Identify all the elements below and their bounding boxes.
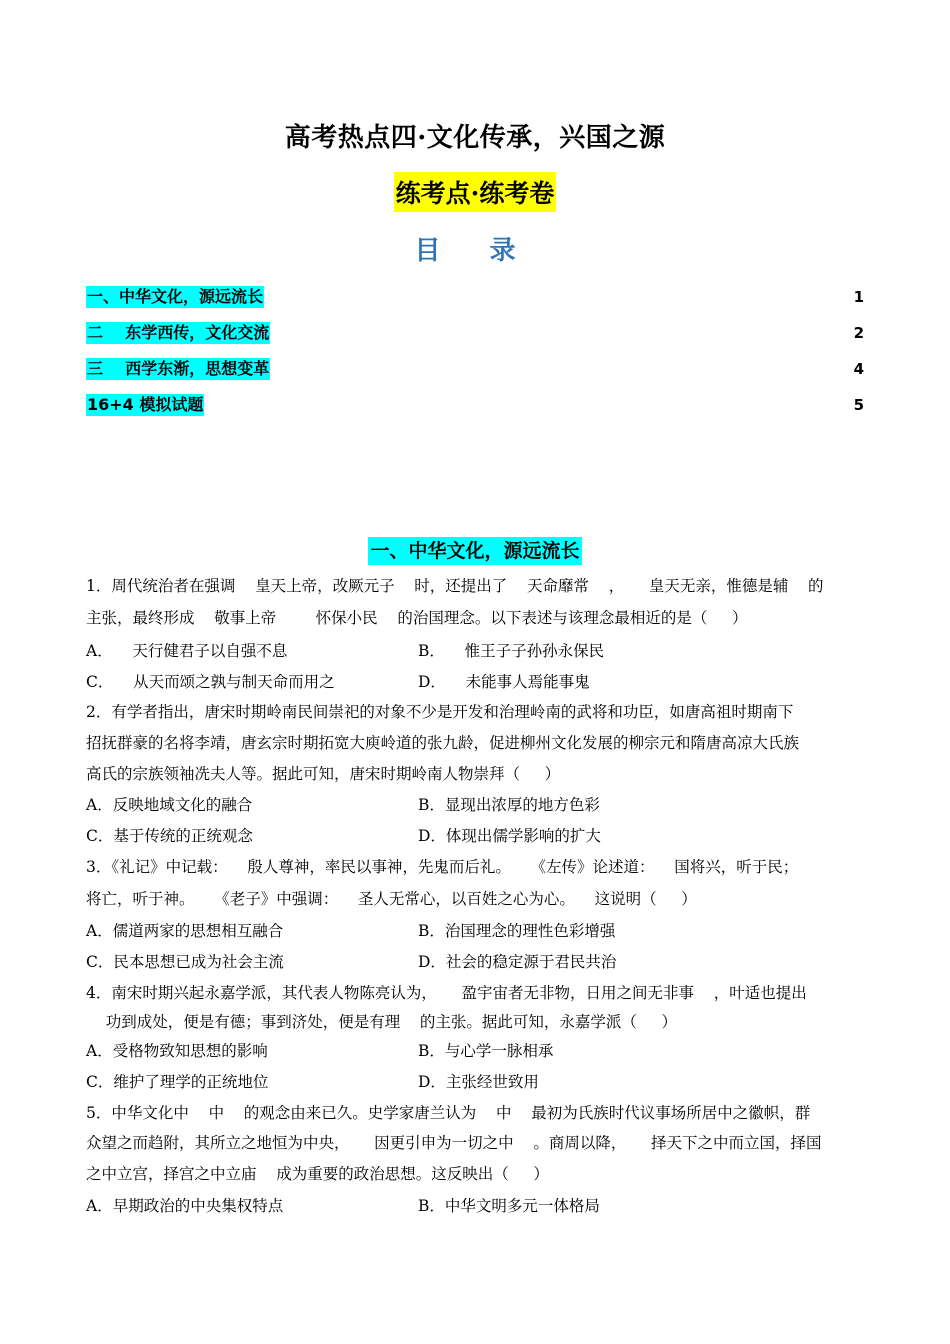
answer-option-a: A．反映地域文化的融合 xyxy=(86,796,253,814)
answer-option-d: D． 未能事人焉能事鬼 xyxy=(418,673,590,691)
question-text-line: 功到成处，便是有德；事到济处，便是有理 的主张。据此可知，永嘉学派（ ） xyxy=(86,1013,678,1031)
section-container xyxy=(0,537,950,565)
toc-item[interactable] xyxy=(86,286,864,312)
answer-option-c: C．基于传统的正统观念 xyxy=(86,827,253,845)
answer-option-c: C．民本思想已成为社会主流 xyxy=(86,953,284,971)
question-text-line: 2．有学者指出，唐宋时期岭南民间崇祀的对象不少是开发和治理岭南的武将和功臣，如唐高祖时期南下 xyxy=(86,703,794,721)
answer-option-a: A．受格物致知思想的影响 xyxy=(86,1042,268,1060)
answer-option-b: B． 惟王子子孙孙永保民 xyxy=(418,642,605,660)
toc-item-label: 二 东学西传，文化交流 xyxy=(87,323,270,342)
answer-option-c: C． 从天而颂之孰与制天命而用之 xyxy=(86,673,335,691)
page-title: 高考热点四·文化传承，兴国之源 xyxy=(284,123,666,153)
question-text-line: 高氏的宗族领袖冼夫人等。据此可知，唐宋时期岭南人物崇拜（ ） xyxy=(86,765,561,783)
question-text-line: 之中立宫，择宫之中立庙 成为重要的政治思想。这反映出（ ） xyxy=(86,1165,549,1183)
answer-option-c: C．维护了理学的正统地位 xyxy=(86,1073,269,1091)
answer-option-b: B．治国理念的理性色彩增强 xyxy=(418,922,616,940)
toc-item-label: 一、中华文化，源远流长 xyxy=(87,287,264,306)
question-text-line: 众望之而趋附，其所立之地恒为中央， 因更引申为一切之中 。商周以降， 择天下之中而立国，择国 xyxy=(86,1134,822,1152)
toc-title: 目 录 xyxy=(414,236,536,266)
answer-option-b: B．中华文明多元一体格局 xyxy=(418,1197,600,1215)
toc-item-label: 三 西学东渐，思想变革 xyxy=(87,359,270,378)
question-text-line: 5．中华文化中 中 的观念由来已久。史学家唐兰认为 中 最初为氏族时代议事场所居中之徽帜，群 xyxy=(86,1104,811,1122)
answer-option-a: A．儒道两家的思想相互融合 xyxy=(86,922,284,940)
toc-item[interactable] xyxy=(86,394,864,420)
answer-option-d: D．体现出儒学影响的扩大 xyxy=(418,827,601,845)
answer-option-b: B．显现出浓厚的地方色彩 xyxy=(418,796,600,814)
section-heading: 一、中华文化，源远流长 xyxy=(368,537,581,565)
answer-option-a: A． 天行健君子以自强不息 xyxy=(86,642,288,660)
answer-option-b: B．与心学一脉相承 xyxy=(418,1042,554,1060)
question-text-line: 主张，最终形成 敬事上帝 怀保小民 的治国理念。以下表述与该理念最相近的是（ ） xyxy=(86,609,748,627)
toc-item[interactable] xyxy=(86,358,864,384)
question-text-line: 1．周代统治者在强调 皇天上帝，改厥元子 时，还提出了 天命靡常 ， 皇天无亲，惟德是辅 的 xyxy=(86,577,824,595)
question-text-line: 招抚群豪的名将李靖，唐玄宗时期拓宽大庾岭道的张九龄，促进柳州文化发展的柳宗元和隋唐高凉大氏族 xyxy=(86,734,800,752)
toc-item-page: 1 xyxy=(853,288,864,306)
toc-item-label: 16+4 模拟试题 xyxy=(87,395,204,414)
toc-item-page: 5 xyxy=(853,396,864,414)
question-text-line: 4．南宋时期兴起永嘉学派，其代表人物陈亮认为， 盈宇宙者无非物，日用之间无非事 ，叶适也提出 xyxy=(86,984,807,1002)
subtitle-container xyxy=(0,172,950,212)
answer-option-a: A．早期政治的中央集权特点 xyxy=(86,1197,284,1215)
page-subtitle: 练考点·练考卷 xyxy=(394,172,557,212)
toc-item[interactable] xyxy=(86,322,864,348)
toc-item-page: 2 xyxy=(853,324,864,342)
question-text-line: 3．《礼记》中记载： 殷人尊神，率民以事神，先鬼而后礼。 《左传》论述道： 国将兴，听于民； xyxy=(86,858,799,876)
toc-item-page: 4 xyxy=(853,360,864,378)
answer-option-d: D．主张经世致用 xyxy=(418,1073,539,1091)
question-text-line: 将亡，听于神。 《老子》中强调： 圣人无常心，以百姓之心为心。 这说明（ ） xyxy=(86,890,697,908)
answer-option-d: D．社会的稳定源于君民共治 xyxy=(418,953,617,971)
